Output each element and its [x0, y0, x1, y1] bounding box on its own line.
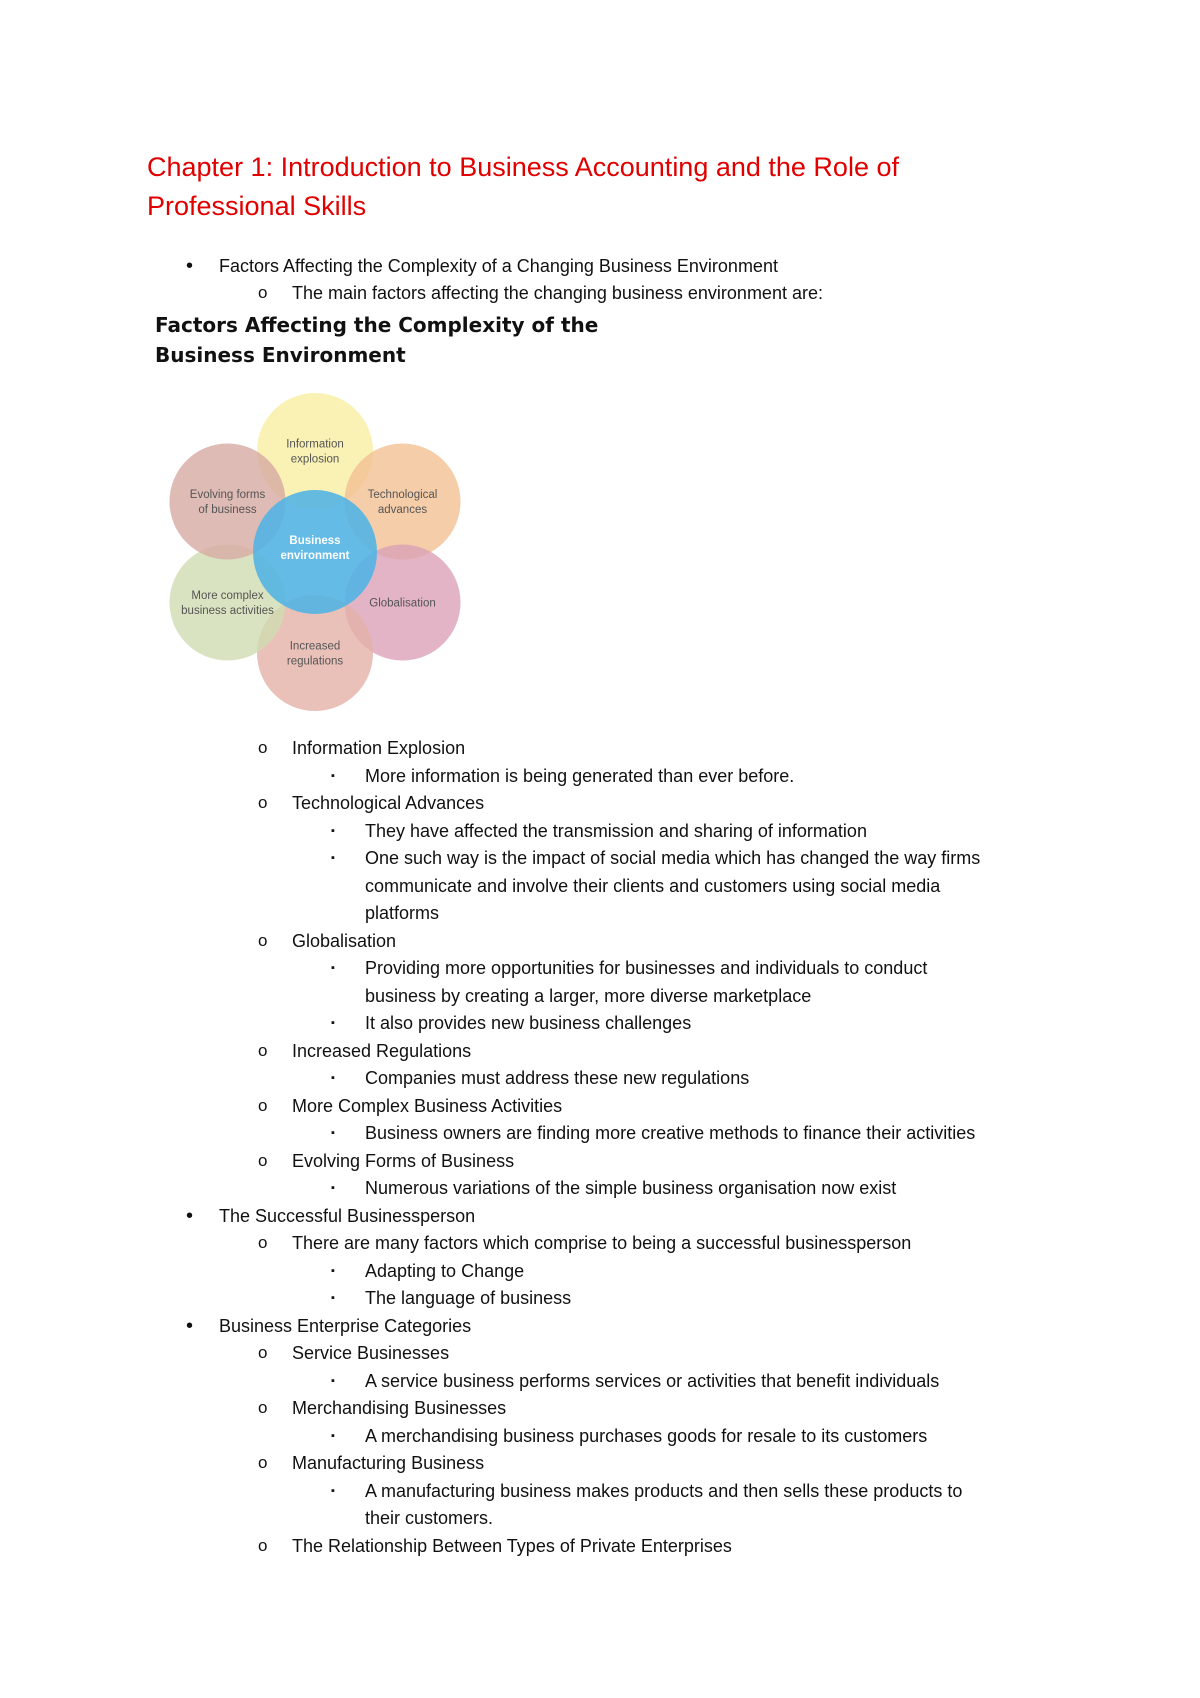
bullet-square: ▪: [331, 1292, 335, 1304]
bullet-square: ▪: [331, 1072, 335, 1084]
outline-item: Evolving Forms of Business: [292, 1151, 515, 1171]
outline-item: Information Explosion: [292, 738, 466, 758]
outline-item: It also provides new business challenges: [365, 1013, 692, 1033]
outline-item: A service business performs services or activities that benefit individuals: [365, 1371, 940, 1391]
outline-item: Business Enterprise Categories: [219, 1316, 472, 1336]
outline-item: Adapting to Change: [365, 1261, 525, 1281]
bullet-square: ▪: [331, 1265, 335, 1277]
petal-label: Technological: [367, 489, 438, 501]
petal-label: explosion: [290, 453, 340, 466]
bullet-circle: o: [258, 931, 268, 950]
petal-label: Evolving forms: [189, 489, 266, 501]
outline-item: They have affected the transmission and sharing of information: [365, 821, 867, 841]
bullet-square: ▪: [331, 1485, 335, 1497]
outline-item: The language of business: [365, 1288, 572, 1308]
outline-item: Manufacturing Business: [292, 1453, 485, 1473]
bullet-circle: o: [258, 1536, 268, 1555]
petal-label: of business: [198, 504, 257, 516]
petal-label: Information: [286, 438, 344, 451]
petal-label: advances: [377, 504, 428, 516]
outline-item: A merchandising business purchases goods for resale to its customers: [365, 1426, 928, 1446]
diagram-center-label: Business: [289, 535, 341, 547]
bullet-square: ▪: [331, 770, 335, 782]
bullet-square: ▪: [331, 852, 335, 864]
bullet-circle: o: [258, 1096, 268, 1115]
outline-item: Business owners are finding more creative methods to finance their activities: [365, 1123, 976, 1143]
petal-label: regulations: [286, 655, 344, 668]
outline-item: Technological Advances: [292, 793, 485, 813]
outline-item: One such way is the impact of social media which has changed the way firms: [365, 848, 981, 868]
petal-label: Increased: [289, 640, 341, 653]
outline-item: Increased Regulations: [292, 1041, 472, 1061]
outline-item: The Successful Businessperson: [219, 1206, 476, 1226]
outline-item: Merchandising Businesses: [292, 1398, 507, 1418]
diagram-title: [155, 310, 598, 370]
outline-item-continuation: communicate and involve their clients and customers using social media: [365, 876, 941, 896]
petal-label: Globalisation: [369, 597, 436, 610]
petal-label: More complex: [191, 590, 264, 602]
outline-item: Numerous variations of the simple business organisation now exist: [365, 1178, 897, 1198]
bullet-circle: o: [258, 1343, 268, 1362]
bullet-disc: •: [186, 255, 194, 277]
bullet-circle: o: [258, 1453, 268, 1472]
outline-item: More Complex Business Activities: [292, 1096, 563, 1116]
bullet-square: ▪: [331, 1127, 335, 1139]
diagram-title-line: Factors Affecting the Complexity of the: [155, 313, 599, 337]
business-environment-diagram: [150, 372, 480, 722]
outline-item: Service Businesses: [292, 1343, 450, 1363]
bullet-circle: o: [258, 738, 268, 757]
outline-item: Factors Affecting the Complexity of a Changing Business Environment: [219, 256, 778, 276]
bullet-square: ▪: [331, 1017, 335, 1029]
outline-item-continuation: their customers.: [365, 1508, 494, 1528]
bullet-circle: o: [258, 793, 268, 812]
petal-label: business activities: [181, 605, 274, 617]
outline-item: A manufacturing business makes products and then sells these products to: [365, 1481, 963, 1501]
bullet-square: ▪: [331, 1375, 335, 1387]
outline-item-continuation: platforms: [365, 903, 440, 923]
chapter-title: Chapter 1: Introduction to Business Accounting and the Role of Professional Skills: [147, 152, 899, 221]
bullet-square: ▪: [331, 962, 335, 974]
diagram-center-label: environment: [280, 550, 350, 562]
outline-item: There are many factors which comprise to being a successful businessperson: [292, 1233, 912, 1253]
bullet-square: ▪: [331, 1430, 335, 1442]
diagram-title-line: Business Environment: [155, 343, 406, 367]
bullet-circle: o: [258, 1151, 268, 1170]
outline-item: Globalisation: [292, 931, 397, 951]
bullet-square: ▪: [331, 1182, 335, 1194]
outline-item: The main factors affecting the changing business environment are:: [292, 283, 823, 303]
bullet-circle: o: [258, 1398, 268, 1417]
outline-item: Providing more opportunities for businesses and individuals to conduct: [365, 958, 928, 978]
outline-item: More information is being generated than ever before.: [365, 766, 795, 786]
outline-item: The Relationship Between Types of Private Enterprises: [292, 1536, 732, 1556]
bullet-disc: •: [186, 1205, 194, 1227]
outline-item-continuation: business by creating a larger, more diverse marketplace: [365, 986, 812, 1006]
outline-item: Companies must address these new regulations: [365, 1068, 750, 1088]
bullet-disc: •: [186, 1315, 194, 1337]
bullet-square: ▪: [331, 825, 335, 837]
bullet-circle: o: [258, 283, 268, 302]
bullet-circle: o: [258, 1233, 268, 1252]
bullet-circle: o: [258, 1041, 268, 1060]
